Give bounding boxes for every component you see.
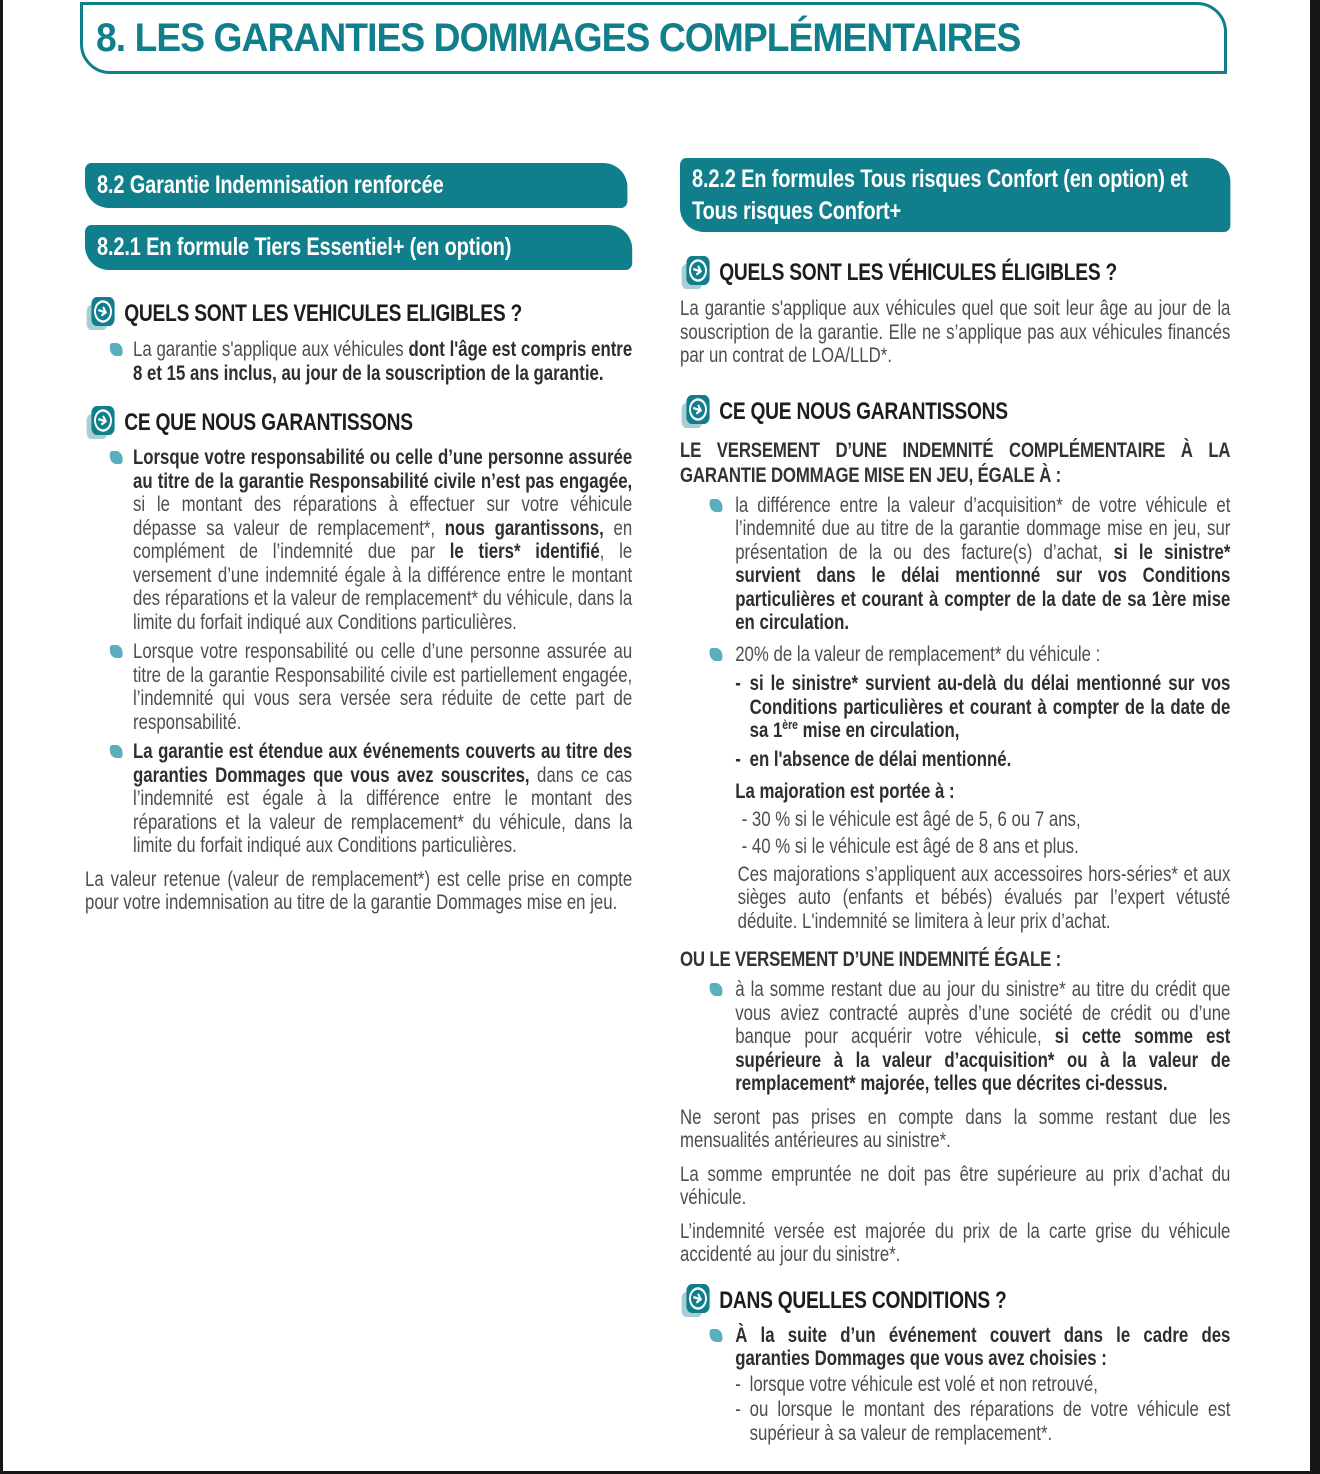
- bullet-item: La garantie est étendue aux événements couverts au titre des garanties Dommages que vous avez souscrites, dans ce cas l’indemnité est égale à la différence entre le montant des réparations et la valeur de remplacement* du véhicule, dans la limite du forfait indiqué aux Conditions particulières.: [85, 740, 632, 858]
- section-tag-label: 8.2.1 En formule Tiers Essentiel+ (en option): [97, 233, 512, 261]
- left-column: [85, 158, 632, 1445]
- section-tag-label: 8.2.2 En formules Tous risques Confort (en option) et Tous risques Confort+: [692, 165, 1188, 225]
- bullet-item: 20% de la valeur de remplacement* du véhicule :: [680, 643, 1230, 667]
- paragraph-somme-empruntee: La somme empruntée ne doit pas être supérieure au prix d’achat du véhicule.: [680, 1162, 1231, 1209]
- majoration-40-line: - 40 % si le véhicule est âgé de 8 ans et plus.: [741, 835, 1079, 858]
- section-tag-8-2-2: [680, 158, 1230, 232]
- majoration-title: La majoration est portée à :: [735, 780, 955, 803]
- heading-dans-quelles-conditions: [680, 1283, 1230, 1319]
- chapter-header-box: [80, 2, 1227, 74]
- page-left-edge: [0, 0, 3, 1474]
- arrow-circle-icon-slot: [85, 405, 117, 441]
- dash-item: - si le sinistre* survient au-delà du délai mentionné sur vos Conditions particulières et courant à compter de la date de sa 1ère mise en circulation,: [680, 672, 1230, 743]
- two-column-content: [85, 158, 1230, 1445]
- dash-item: - lorsque votre véhicule est volé et non retrouvé,: [680, 1373, 1230, 1397]
- right-column: [680, 158, 1230, 1445]
- arrow-circle-icon: [680, 255, 712, 291]
- section-tag-8-2: [85, 163, 627, 208]
- page-right-edge: [1310, 0, 1320, 1474]
- majoration-note: Ces majorations s’appliquent aux accessoires hors-séries* et aux sièges auto (enfants et bébés) évalués par l’expert vétusté déduite. L'indemnité se limitera à leur prix d’achat.: [737, 862, 1231, 933]
- arrow-circle-icon-slot: [680, 1283, 712, 1319]
- bullet-item: Lorsque votre responsabilité ou celle d’une personne assurée au titre de la garantie Responsabilité civile n’est pas engagée, si le montant des réparations à effectuer sur votre véhicule dépasse sa valeur de remplacement*, nous garantissons, en complément de l’indemnité due par le tiers* identifié, le versement d’une indemnité égale à la différence entre le montant des réparations et la valeur de remplacement* du véhicule, dans la limite du forfait indiqué aux Conditions particulières.: [85, 446, 632, 634]
- heading-vehicules-eligibles: [85, 296, 632, 332]
- arrow-circle-icon: [85, 405, 117, 441]
- lead-ou-versement: OU LE VERSEMENT D’UNE INDEMNITÉ ÉGALE :: [680, 948, 1062, 971]
- paragraph-valeur-retenue: La valeur retenue (valeur de remplacement*) est celle prise en compte pour votre indemnisation au titre de la garantie Dommages mise en jeu.: [85, 867, 633, 914]
- paragraph-mensualites: Ne seront pas prises en compte dans la somme restant due les mensualités antérieures au sinistre*.: [680, 1105, 1231, 1152]
- heading-label: CE QUE NOUS GARANTISSONS: [124, 409, 413, 437]
- section-tag-8-2-1: [85, 225, 632, 270]
- arrow-circle-icon: [680, 1283, 712, 1319]
- arrow-circle-icon: [680, 394, 712, 430]
- heading-label: QUELS SONT LES VEHICULES ELIGIBLES ?: [124, 300, 523, 328]
- arrow-circle-icon-slot: [680, 255, 712, 291]
- dash-item: - en l'absence de délai mentionné.: [680, 748, 1230, 772]
- paragraph-carte-grise: L’indemnité versée est majorée du prix de la carte grise du véhicule accidenté au jour du sinistre*.: [680, 1219, 1231, 1266]
- heading-vehicules-eligibles: [680, 255, 1230, 291]
- heading-label: DANS QUELLES CONDITIONS ?: [719, 1286, 1007, 1314]
- page-title: 8. LES GARANTIES DOMMAGES COMPLÉMENTAIRES: [96, 16, 1021, 60]
- heading-label: CE QUE NOUS GARANTISSONS: [719, 397, 1008, 425]
- majoration-30-line: - 30 % si le véhicule est âgé de 5, 6 ou 7 ans,: [741, 807, 1081, 831]
- dash-item: - ou lorsque le montant des réparations de votre véhicule est supérieur à sa valeur de remplacement*.: [680, 1398, 1230, 1445]
- arrow-circle-icon: [85, 296, 117, 332]
- lead-versement-complementaire: LE VERSEMENT D’UNE INDEMNITÉ COMPLÉMENTAIRE À LA GARANTIE DOMMAGE MISE EN JEU, ÉGALE À :: [680, 438, 1231, 487]
- arrow-circle-icon-slot: [85, 296, 117, 332]
- heading-ce-que-nous-garantissons: [680, 394, 1230, 430]
- arrow-circle-icon-slot: [680, 394, 712, 430]
- heading-label: QUELS SONT LES VÉHICULES ÉLIGIBLES ?: [719, 259, 1118, 287]
- heading-ce-que-nous-garantissons: [85, 405, 632, 441]
- bullet-item: La garantie s'applique aux véhicules dont l'âge est compris entre 8 et 15 ans inclus, au jour de la souscription de la garantie.: [85, 338, 632, 385]
- paragraph-vehicules: La garantie s'applique aux véhicules quel que soit leur âge au jour de la souscription de la garantie. Elle ne s’applique pas aux véhicules financés par un contrat de LOA/LLD*.: [680, 297, 1231, 367]
- bullet-item: à la somme restant due au jour du sinistre* au titre du crédit que vous aviez contracté auprès d’une société de crédit ou d’une banque pour acquérir votre véhicule, si cette somme est supérieure à la valeur d’acquisition* ou à la valeur de remplacement* majorée, telles que décrites ci-dessus.: [680, 978, 1230, 1096]
- bullet-item: À la suite d’un événement couvert dans le cadre des garanties Dommages que vous avez choisies :: [680, 1324, 1230, 1371]
- bullet-item: Lorsque votre responsabilité ou celle d’une personne assurée au titre de la garantie Responsabilité civile est partiellement engagée, l’indemnité qui vous sera versée sera réduite de cette part de responsabilité.: [85, 640, 632, 734]
- section-tag-label: 8.2 Garantie Indemnisation renforcée: [97, 171, 444, 199]
- bullet-item: la différence entre la valeur d’acquisition* de votre véhicule et l’indemnité due au titre de la garantie dommage mise en jeu, sur présentation de la ou des facture(s) d’achat, si le sinistre* survient dans le délai mentionné sur vos Conditions particulières et courant à compter de la date de sa 1ère mise en circulation.: [680, 494, 1230, 635]
